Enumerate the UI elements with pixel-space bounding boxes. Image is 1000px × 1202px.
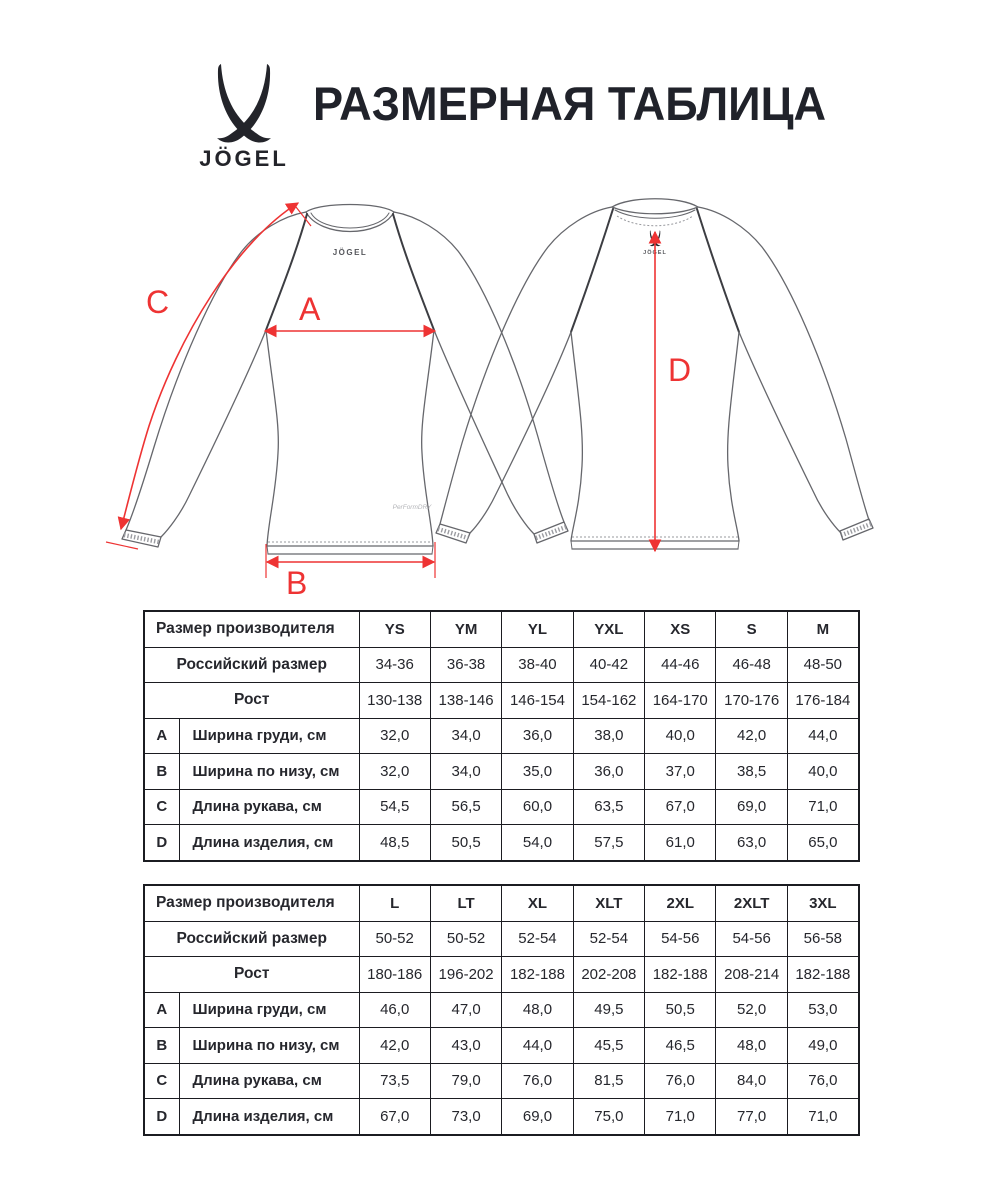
chest-logo-text: JÖGEL [332, 248, 368, 257]
info-value: 40-42 [573, 647, 644, 683]
measure-value: 53,0 [787, 992, 859, 1028]
info-row [144, 683, 859, 719]
measure-value: 45,5 [573, 1028, 644, 1064]
measure-value: 61,0 [645, 825, 716, 861]
measure-value: 77,0 [716, 1099, 787, 1135]
size-code: YL [502, 611, 573, 647]
measure-label: Ширина груди, см [179, 718, 359, 754]
measure-value: 44,0 [787, 718, 859, 754]
measure-value: 50,5 [430, 825, 501, 861]
measure-label: Ширина по низу, см [179, 754, 359, 790]
measure-value: 52,0 [716, 992, 787, 1028]
info-value: 54-56 [645, 921, 716, 957]
info-value: 34-36 [359, 647, 430, 683]
page-title: РАЗМЕРНАЯ ТАБЛИЦА [313, 77, 827, 130]
measure-value: 71,0 [645, 1099, 716, 1135]
measure-label: Длина рукава, см [179, 789, 359, 825]
dimension-label-c: C [146, 284, 170, 320]
size-code: XLT [573, 885, 644, 921]
dimension-letter: A [144, 992, 179, 1028]
measure-value: 32,0 [359, 754, 430, 790]
back-collar-logo-text: JÖGEL [643, 250, 667, 256]
size-table-adult [143, 884, 860, 1136]
measure-value: 46,5 [645, 1028, 716, 1064]
measure-value: 48,5 [359, 825, 430, 861]
dimension-letter: A [144, 718, 179, 754]
measure-value: 67,0 [359, 1099, 430, 1135]
size-table-youth [143, 610, 860, 862]
measure-value: 43,0 [430, 1028, 501, 1064]
info-value: 54-56 [716, 921, 787, 957]
dimension-letter: C [144, 789, 179, 825]
info-value: 208-214 [716, 957, 787, 993]
measure-label: Длина изделия, см [179, 1099, 359, 1135]
garment-diagram [0, 185, 1000, 615]
dimension-letter: D [144, 1099, 179, 1135]
measure-label: Ширина груди, см [179, 992, 359, 1028]
measure-row [144, 1063, 859, 1099]
size-code: YXL [573, 611, 644, 647]
measure-value: 36,0 [573, 754, 644, 790]
info-value: 196-202 [430, 957, 501, 993]
size-code: YM [430, 611, 501, 647]
info-value: 176-184 [787, 683, 859, 719]
measure-value: 35,0 [502, 754, 573, 790]
info-value: 154-162 [573, 683, 644, 719]
measure-value: 40,0 [645, 718, 716, 754]
info-row [144, 957, 859, 993]
measure-value: 79,0 [430, 1063, 501, 1099]
measure-value: 63,5 [573, 789, 644, 825]
info-row [144, 921, 859, 957]
measure-value: 71,0 [787, 789, 859, 825]
dimension-letter: B [144, 1028, 179, 1064]
info-value: 46-48 [716, 647, 787, 683]
measure-value: 63,0 [716, 825, 787, 861]
measure-value: 48,0 [502, 992, 573, 1028]
info-value: 48-50 [787, 647, 859, 683]
measure-value: 75,0 [573, 1099, 644, 1135]
measure-value: 84,0 [716, 1063, 787, 1099]
size-table [143, 884, 860, 1136]
measure-value: 32,0 [359, 718, 430, 754]
measure-row [144, 754, 859, 790]
measure-value: 65,0 [787, 825, 859, 861]
measure-value: 50,5 [645, 992, 716, 1028]
measure-value: 42,0 [359, 1028, 430, 1064]
info-value: 164-170 [645, 683, 716, 719]
size-row-label: Размер производителя [144, 611, 359, 647]
measure-value: 42,0 [716, 718, 787, 754]
measure-value: 76,0 [502, 1063, 573, 1099]
measure-value: 73,5 [359, 1063, 430, 1099]
info-value: 138-146 [430, 683, 501, 719]
info-value: 170-176 [716, 683, 787, 719]
measure-row [144, 825, 859, 861]
measure-value: 54,5 [359, 789, 430, 825]
info-value: 38-40 [502, 647, 573, 683]
size-code: XS [645, 611, 716, 647]
info-value: 182-188 [787, 957, 859, 993]
measure-value: 57,5 [573, 825, 644, 861]
size-code: 3XL [787, 885, 859, 921]
measure-row [144, 1028, 859, 1064]
info-row-label: Рост [144, 957, 359, 993]
measure-value: 71,0 [787, 1099, 859, 1135]
info-value: 146-154 [502, 683, 573, 719]
measure-value: 73,0 [430, 1099, 501, 1135]
measure-value: 60,0 [502, 789, 573, 825]
measure-value: 38,5 [716, 754, 787, 790]
dimension-letter: B [144, 754, 179, 790]
dimension-label-d: D [668, 352, 692, 388]
brand-wordmark: JÖGEL [199, 146, 289, 171]
info-row [144, 647, 859, 683]
info-value: 130-138 [359, 683, 430, 719]
size-code: M [787, 611, 859, 647]
info-row-label: Рост [144, 683, 359, 719]
size-code: YS [359, 611, 430, 647]
measure-label: Длина изделия, см [179, 825, 359, 861]
measure-value: 37,0 [645, 754, 716, 790]
measure-value: 54,0 [502, 825, 573, 861]
size-code: XL [502, 885, 573, 921]
measure-value: 46,0 [359, 992, 430, 1028]
measure-value: 76,0 [787, 1063, 859, 1099]
size-row-label: Размер производителя [144, 885, 359, 921]
measure-value: 69,0 [716, 789, 787, 825]
dimension-arrow-c [121, 203, 298, 529]
info-value: 56-58 [787, 921, 859, 957]
size-code: S [716, 611, 787, 647]
measure-row [144, 789, 859, 825]
measure-value: 38,0 [573, 718, 644, 754]
size-code: 2XLT [716, 885, 787, 921]
measure-value: 44,0 [502, 1028, 573, 1064]
info-value: 44-46 [645, 647, 716, 683]
measure-label: Ширина по низу, см [179, 1028, 359, 1064]
info-value: 52-54 [502, 921, 573, 957]
measure-value: 49,5 [573, 992, 644, 1028]
measure-value: 81,5 [573, 1063, 644, 1099]
info-row-label: Российский размер [144, 921, 359, 957]
dimension-letter: C [144, 1063, 179, 1099]
size-code: 2XL [645, 885, 716, 921]
info-value: 52-54 [573, 921, 644, 957]
info-value: 50-52 [430, 921, 501, 957]
info-value: 50-52 [359, 921, 430, 957]
info-value: 182-188 [645, 957, 716, 993]
info-value: 202-208 [573, 957, 644, 993]
measure-value: 34,0 [430, 754, 501, 790]
info-value: 180-186 [359, 957, 430, 993]
dimension-letter: D [144, 825, 179, 861]
measure-value: 34,0 [430, 718, 501, 754]
measure-value: 56,5 [430, 789, 501, 825]
measure-value: 76,0 [645, 1063, 716, 1099]
size-code: LT [430, 885, 501, 921]
dimension-label-a: A [299, 291, 321, 327]
measure-row [144, 1099, 859, 1135]
size-table [143, 610, 860, 862]
dimension-label-b: B [286, 565, 308, 601]
jogel-logo-icon [206, 62, 282, 144]
measure-value: 36,0 [502, 718, 573, 754]
brand-block [188, 62, 300, 172]
measure-value: 48,0 [716, 1028, 787, 1064]
measure-label: Длина рукава, см [179, 1063, 359, 1099]
fabric-tech-text: PerFormDRY [392, 504, 432, 511]
measure-row [144, 992, 859, 1028]
manufacturer-size-row [144, 885, 859, 921]
size-code: L [359, 885, 430, 921]
shirt-front-view [122, 205, 568, 555]
measure-value: 69,0 [502, 1099, 573, 1135]
info-value: 182-188 [502, 957, 573, 993]
measure-value: 40,0 [787, 754, 859, 790]
info-row-label: Российский размер [144, 647, 359, 683]
measure-value: 49,0 [787, 1028, 859, 1064]
measure-row [144, 718, 859, 754]
measure-value: 67,0 [645, 789, 716, 825]
manufacturer-size-row [144, 611, 859, 647]
measure-value: 47,0 [430, 992, 501, 1028]
info-value: 36-38 [430, 647, 501, 683]
